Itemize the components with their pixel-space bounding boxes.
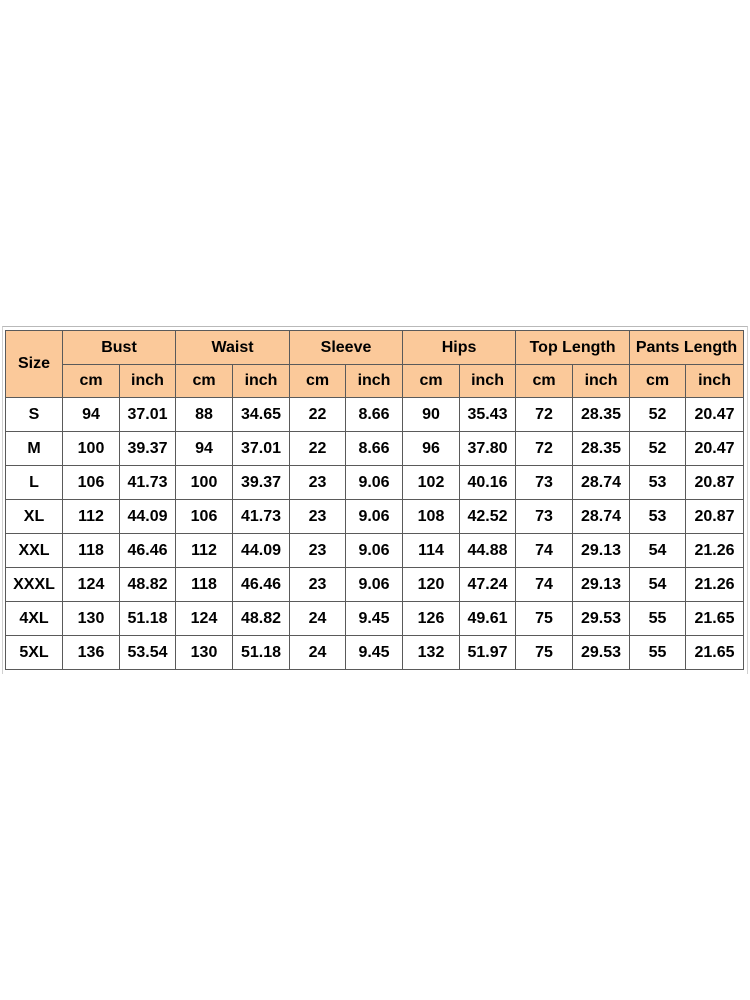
measurement-cell: 23 xyxy=(290,534,346,568)
group-header-top-length: Top Length xyxy=(516,331,630,365)
measurement-cell: 46.46 xyxy=(233,568,290,602)
measurement-cell: 20.47 xyxy=(686,398,744,432)
measurement-cell: 28.74 xyxy=(573,500,630,534)
measurement-cell: 8.66 xyxy=(346,398,403,432)
size-cell: 4XL xyxy=(6,602,63,636)
measurement-cell: 108 xyxy=(403,500,460,534)
table-row xyxy=(6,636,744,670)
measurement-cell: 9.06 xyxy=(346,534,403,568)
measurement-cell: 114 xyxy=(403,534,460,568)
measurement-cell: 21.26 xyxy=(686,534,744,568)
measurement-cell: 73 xyxy=(516,500,573,534)
table-row xyxy=(6,432,744,466)
measurement-cell: 96 xyxy=(403,432,460,466)
measurement-cell: 20.47 xyxy=(686,432,744,466)
header-unit-row xyxy=(6,365,744,398)
measurement-cell: 47.24 xyxy=(460,568,516,602)
measurement-cell: 21.65 xyxy=(686,636,744,670)
group-header-sleeve: Sleeve xyxy=(290,331,403,365)
unit-header: inch xyxy=(460,365,516,398)
measurement-cell: 37.01 xyxy=(233,432,290,466)
measurement-cell: 52 xyxy=(630,432,686,466)
measurement-cell: 24 xyxy=(290,602,346,636)
measurement-cell: 48.82 xyxy=(233,602,290,636)
size-cell: XL xyxy=(6,500,63,534)
measurement-cell: 72 xyxy=(516,432,573,466)
measurement-cell: 44.88 xyxy=(460,534,516,568)
unit-header: inch xyxy=(120,365,176,398)
measurement-cell: 136 xyxy=(63,636,120,670)
unit-header: inch xyxy=(346,365,403,398)
measurement-cell: 9.06 xyxy=(346,500,403,534)
measurement-cell: 55 xyxy=(630,602,686,636)
group-header-waist: Waist xyxy=(176,331,290,365)
table-row xyxy=(6,568,744,602)
measurement-cell: 130 xyxy=(176,636,233,670)
measurement-cell: 100 xyxy=(63,432,120,466)
measurement-cell: 8.66 xyxy=(346,432,403,466)
measurement-cell: 94 xyxy=(63,398,120,432)
measurement-cell: 73 xyxy=(516,466,573,500)
measurement-cell: 94 xyxy=(176,432,233,466)
unit-header: cm xyxy=(630,365,686,398)
measurement-cell: 51.18 xyxy=(233,636,290,670)
measurement-cell: 52 xyxy=(630,398,686,432)
measurement-cell: 124 xyxy=(176,602,233,636)
size-cell: L xyxy=(6,466,63,500)
measurement-cell: 35.43 xyxy=(460,398,516,432)
unit-header: inch xyxy=(686,365,744,398)
group-header-hips: Hips xyxy=(403,331,516,365)
measurement-cell: 23 xyxy=(290,568,346,602)
unit-header: inch xyxy=(573,365,630,398)
measurement-cell: 37.80 xyxy=(460,432,516,466)
size-cell: XXL xyxy=(6,534,63,568)
measurement-cell: 51.97 xyxy=(460,636,516,670)
measurement-cell: 120 xyxy=(403,568,460,602)
size-chart-table xyxy=(5,330,744,670)
measurement-cell: 22 xyxy=(290,398,346,432)
table-row xyxy=(6,466,744,500)
measurement-cell: 53 xyxy=(630,466,686,500)
measurement-cell: 40.16 xyxy=(460,466,516,500)
unit-header: cm xyxy=(290,365,346,398)
measurement-cell: 49.61 xyxy=(460,602,516,636)
measurement-cell: 124 xyxy=(63,568,120,602)
measurement-cell: 29.53 xyxy=(573,636,630,670)
measurement-cell: 54 xyxy=(630,568,686,602)
measurement-cell: 75 xyxy=(516,636,573,670)
measurement-cell: 28.35 xyxy=(573,432,630,466)
size-cell: XXXL xyxy=(6,568,63,602)
measurement-cell: 29.13 xyxy=(573,534,630,568)
measurement-cell: 90 xyxy=(403,398,460,432)
measurement-cell: 9.45 xyxy=(346,636,403,670)
measurement-cell: 9.06 xyxy=(346,568,403,602)
measurement-cell: 34.65 xyxy=(233,398,290,432)
measurement-cell: 126 xyxy=(403,602,460,636)
measurement-cell: 20.87 xyxy=(686,466,744,500)
measurement-cell: 39.37 xyxy=(233,466,290,500)
measurement-cell: 130 xyxy=(63,602,120,636)
unit-header: cm xyxy=(516,365,573,398)
group-header-pants-length: Pants Length xyxy=(630,331,744,365)
table-row xyxy=(6,534,744,568)
table-row xyxy=(6,500,744,534)
measurement-cell: 9.45 xyxy=(346,602,403,636)
table-body xyxy=(6,398,744,670)
measurement-cell: 53 xyxy=(630,500,686,534)
measurement-cell: 41.73 xyxy=(120,466,176,500)
measurement-cell: 39.37 xyxy=(120,432,176,466)
table-row xyxy=(6,602,744,636)
measurement-cell: 21.65 xyxy=(686,602,744,636)
measurement-cell: 55 xyxy=(630,636,686,670)
measurement-cell: 9.06 xyxy=(346,466,403,500)
measurement-cell: 106 xyxy=(63,466,120,500)
table-row xyxy=(6,398,744,432)
unit-header: cm xyxy=(403,365,460,398)
measurement-cell: 23 xyxy=(290,466,346,500)
measurement-cell: 28.35 xyxy=(573,398,630,432)
measurement-cell: 24 xyxy=(290,636,346,670)
measurement-cell: 54 xyxy=(630,534,686,568)
measurement-cell: 23 xyxy=(290,500,346,534)
measurement-cell: 41.73 xyxy=(233,500,290,534)
measurement-cell: 100 xyxy=(176,466,233,500)
measurement-cell: 42.52 xyxy=(460,500,516,534)
measurement-cell: 22 xyxy=(290,432,346,466)
measurement-cell: 44.09 xyxy=(120,500,176,534)
measurement-cell: 48.82 xyxy=(120,568,176,602)
measurement-cell: 118 xyxy=(63,534,120,568)
measurement-cell: 112 xyxy=(63,500,120,534)
measurement-cell: 21.26 xyxy=(686,568,744,602)
measurement-cell: 88 xyxy=(176,398,233,432)
measurement-cell: 102 xyxy=(403,466,460,500)
measurement-cell: 28.74 xyxy=(573,466,630,500)
unit-header: cm xyxy=(176,365,233,398)
header-group-row xyxy=(6,331,744,365)
measurement-cell: 20.87 xyxy=(686,500,744,534)
unit-header: inch xyxy=(233,365,290,398)
measurement-cell: 29.13 xyxy=(573,568,630,602)
measurement-cell: 53.54 xyxy=(120,636,176,670)
unit-header: cm xyxy=(63,365,120,398)
size-header: Size xyxy=(6,331,63,398)
measurement-cell: 75 xyxy=(516,602,573,636)
measurement-cell: 118 xyxy=(176,568,233,602)
measurement-cell: 51.18 xyxy=(120,602,176,636)
measurement-cell: 72 xyxy=(516,398,573,432)
measurement-cell: 106 xyxy=(176,500,233,534)
size-cell: S xyxy=(6,398,63,432)
measurement-cell: 46.46 xyxy=(120,534,176,568)
measurement-cell: 44.09 xyxy=(233,534,290,568)
measurement-cell: 74 xyxy=(516,534,573,568)
measurement-cell: 132 xyxy=(403,636,460,670)
measurement-cell: 74 xyxy=(516,568,573,602)
size-cell: 5XL xyxy=(6,636,63,670)
size-cell: M xyxy=(6,432,63,466)
group-header-bust: Bust xyxy=(63,331,176,365)
measurement-cell: 112 xyxy=(176,534,233,568)
measurement-cell: 37.01 xyxy=(120,398,176,432)
measurement-cell: 29.53 xyxy=(573,602,630,636)
